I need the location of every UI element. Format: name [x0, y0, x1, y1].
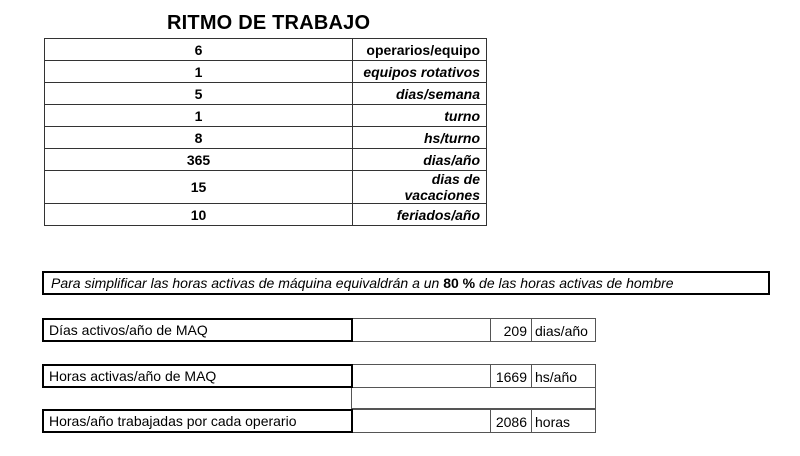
- calc-label: Días activos/año de MAQ: [42, 318, 353, 342]
- ritmo-unit: operarios/equipo: [353, 39, 487, 61]
- ritmo-value: 8: [45, 127, 353, 149]
- note-suffix: de las horas activas de hombre: [475, 275, 674, 291]
- calc-value: 2086: [490, 409, 532, 433]
- ritmo-unit: turno: [353, 105, 487, 127]
- table-row: [45, 127, 487, 149]
- table-row: [45, 204, 487, 226]
- ritmo-de-trabajo-table: [44, 38, 487, 226]
- ritmo-value: 5: [45, 83, 353, 105]
- blank-cell: [351, 388, 596, 409]
- table-row: [45, 105, 487, 127]
- table-row: [45, 149, 487, 171]
- ritmo-unit: feriados/año: [353, 204, 487, 226]
- calc-row-dias-activos: [42, 318, 596, 342]
- table-row: [45, 171, 487, 204]
- blank-cell: [351, 318, 491, 342]
- calc-unit: dias/año: [531, 318, 596, 342]
- ritmo-unit: equipos rotativos: [353, 61, 487, 83]
- calc-value: 1669: [490, 364, 532, 388]
- ritmo-value: 365: [45, 149, 353, 171]
- table-row: [45, 61, 487, 83]
- calc-label: Horas/año trabajadas por cada operario: [42, 409, 353, 433]
- calc-label: Horas activas/año de MAQ: [42, 364, 353, 388]
- calc-row-horas-operario: [42, 409, 596, 433]
- ritmo-value: 1: [45, 61, 353, 83]
- calc-unit: hs/año: [531, 364, 596, 388]
- ritmo-unit: dias de vacaciones: [353, 171, 487, 204]
- ritmo-value: 6: [45, 39, 353, 61]
- calc-unit: horas: [531, 409, 596, 433]
- note-prefix: Para simplificar las horas activas de máquina equivaldrán a un: [51, 275, 444, 291]
- blank-cell: [351, 364, 491, 388]
- calc-value: 209: [490, 318, 532, 342]
- blank-cell: [351, 409, 491, 433]
- page-title: RITMO DE TRABAJO: [167, 12, 371, 34]
- simplification-note: [42, 271, 770, 295]
- ritmo-unit: dias/año: [353, 149, 487, 171]
- table-row: [45, 83, 487, 105]
- note-percent: 80 %: [443, 275, 476, 291]
- table-row: [45, 39, 487, 61]
- calc-row-horas-activas: [42, 364, 596, 388]
- ritmo-value: 1: [45, 105, 353, 127]
- ritmo-unit: dias/semana: [353, 83, 487, 105]
- ritmo-value: 10: [45, 204, 353, 226]
- ritmo-unit: hs/turno: [353, 127, 487, 149]
- ritmo-value: 15: [45, 171, 353, 204]
